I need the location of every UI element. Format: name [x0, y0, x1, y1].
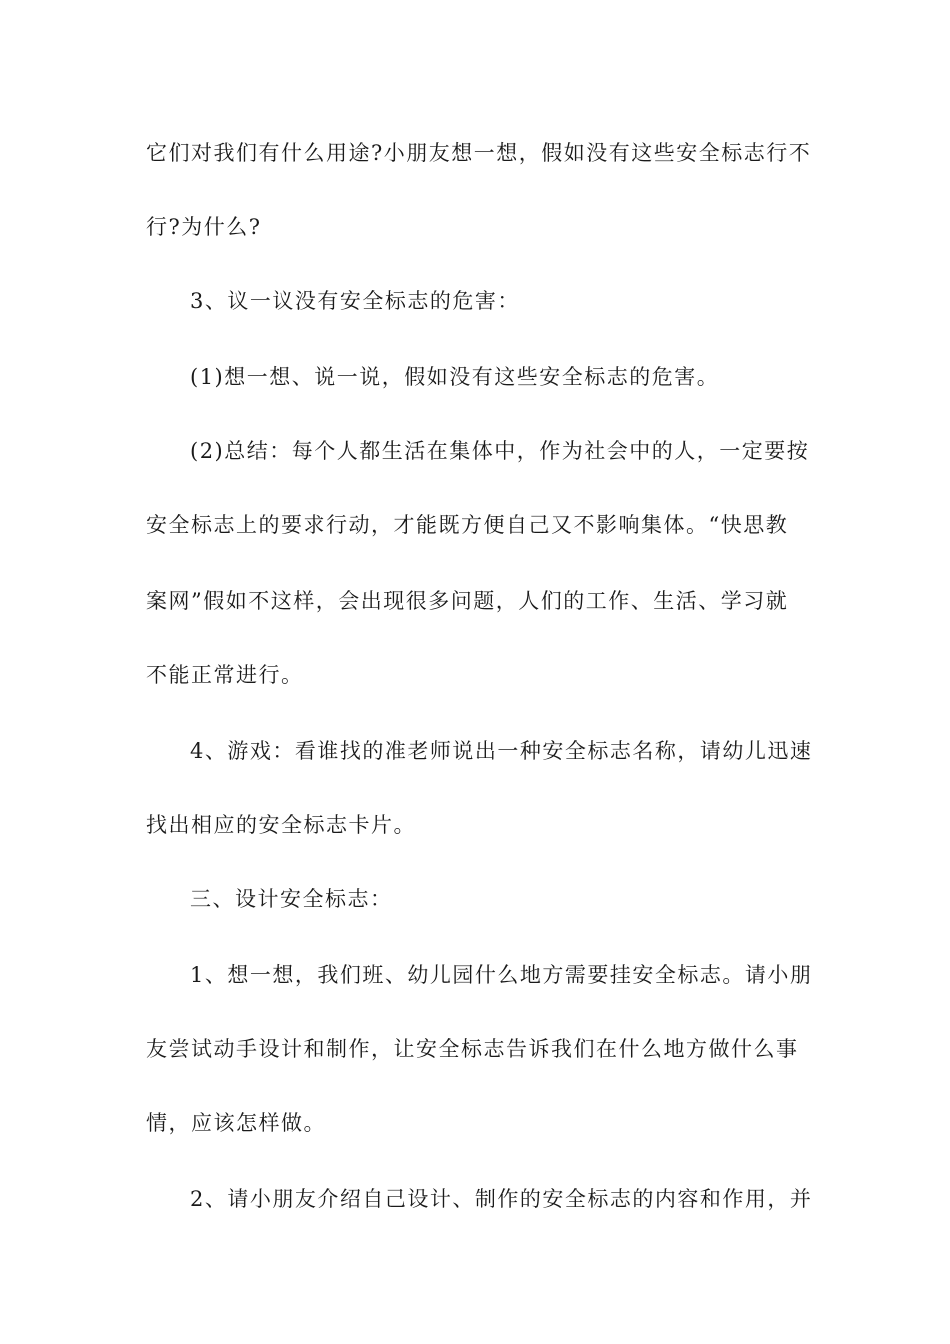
- text-line-15: 2、请小朋友介绍自己设计、制作的安全标志的内容和作用，并: [190, 1187, 813, 1211]
- text-line-5: (2)总结：每个人都生活在集体中，作为社会中的人，一定要按: [190, 439, 810, 463]
- text-line-4: (1)想一想、说一说，假如没有这些安全标志的危害。: [190, 365, 720, 389]
- section-4-heading: 4、游戏：看谁找的准老师说出一种安全标志名称，请幼儿迅速: [190, 739, 813, 763]
- text-line-13: 友尝试动手设计和制作，让安全标志告诉我们在什么地方做什么事: [146, 1037, 799, 1061]
- text-line-7: 案网”假如不这样，会出现很多问题，人们的工作、生活、学习就: [146, 589, 789, 613]
- part-3-heading: 三、设计安全标志：: [190, 887, 393, 911]
- text-line-12: 1、想一想，我们班、幼儿园什么地方需要挂安全标志。请小朋: [190, 963, 813, 987]
- text-line-8: 不能正常进行。: [146, 663, 304, 687]
- text-line-14: 情，应该怎样做。: [146, 1111, 326, 1135]
- text-line-2: 行?为什么?: [146, 215, 262, 239]
- text-line-10: 找出相应的安全标志卡片。: [146, 813, 416, 837]
- text-line-1: 它们对我们有什么用途?小朋友想一想，假如没有这些安全标志行不: [146, 141, 812, 165]
- section-3-heading: 3、议一议没有安全标志的危害：: [190, 289, 520, 313]
- text-line-6: 安全标志上的要求行动，才能既方便自己又不影响集体。“快思教: [146, 513, 789, 537]
